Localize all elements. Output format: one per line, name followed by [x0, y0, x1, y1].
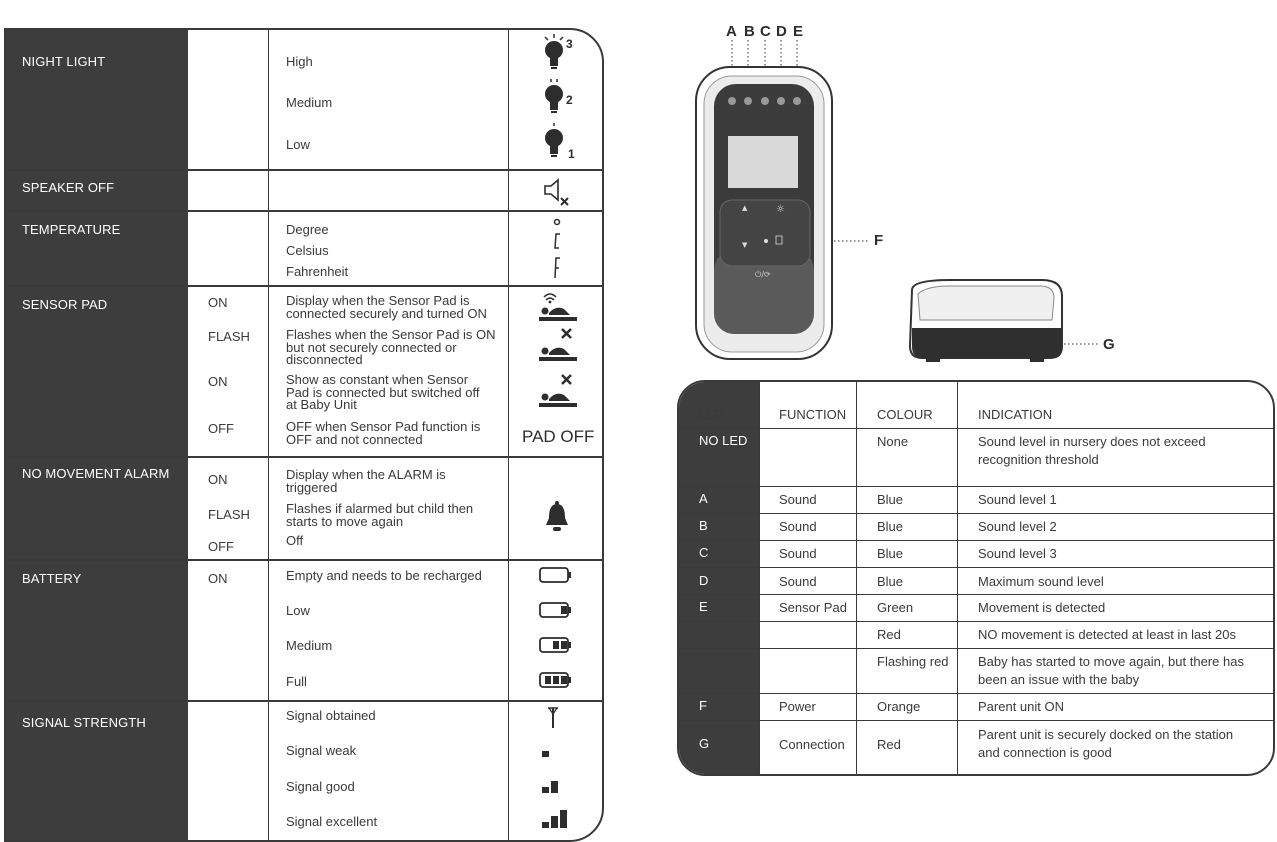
- svg-text:⏻/⟳: ⏻/⟳: [755, 270, 771, 279]
- signal-desc: Signal obtained: [286, 708, 376, 723]
- table-row: D Sound Blue Maximum sound level: [679, 567, 1273, 595]
- battery-row: [6, 561, 602, 702]
- temp-celsius: Celsius: [286, 243, 329, 258]
- state-label: ON: [208, 571, 228, 586]
- signal-bar: [560, 810, 567, 828]
- alarm-desc: Flashes if alarmed but child then starts to move again: [286, 501, 474, 529]
- signal-bar: [551, 816, 558, 828]
- header-led: LED: [699, 407, 725, 422]
- header-function: FUNCTION: [779, 407, 847, 422]
- sensor-desc: Display when the Sensor Pad is connected securely and turned ON: [286, 293, 487, 321]
- speaker-off-icon: [542, 176, 572, 206]
- degree-icon: [555, 220, 560, 225]
- led-indication-table: [677, 380, 1275, 776]
- battery-desc: Empty and needs to be recharged: [286, 568, 482, 583]
- callout-f: F: [874, 232, 884, 249]
- table-row: C Sound Blue Sound level 3: [679, 540, 1273, 568]
- alarm-desc: Display when the ALARM is triggered: [286, 467, 446, 495]
- night-light-medium: Medium: [286, 95, 333, 110]
- table-row: NO LED None Sound level in nursery does not exceed recognition threshold: [699, 433, 1206, 467]
- speaker-off-row: [6, 171, 602, 212]
- table-row: B Sound Blue Sound level 2: [679, 513, 1273, 541]
- signal-bar: [542, 751, 549, 757]
- led-letter-c: C: [760, 23, 771, 40]
- row-label: NIGHT LIGHT: [22, 54, 106, 69]
- celsius-icon: [555, 234, 560, 248]
- parent-unit-illustration: [690, 40, 1150, 370]
- battery-cell: [561, 606, 567, 614]
- signal-good-icon: [536, 774, 572, 794]
- led-letter-b: B: [744, 23, 755, 40]
- bulb-2-icon: [540, 76, 580, 120]
- state-label: FLASH: [208, 507, 250, 522]
- svg-text:3: 3: [566, 37, 573, 51]
- signal-weak-icon: [536, 738, 572, 758]
- battery-low-icon: [538, 601, 574, 619]
- sensor-desc: OFF when Sensor Pad function is OFF and not connected: [286, 419, 481, 447]
- callout-g: G: [1103, 336, 1115, 353]
- night-light-high: High: [286, 54, 313, 69]
- temperature-icons: [550, 218, 566, 282]
- sensor-pad-x-icon: [536, 327, 580, 365]
- battery-medium-icon: [538, 636, 574, 654]
- row-label: SENSOR PAD: [22, 297, 108, 312]
- signal-desc: Signal weak: [286, 743, 357, 758]
- sensor-desc: Show as constant when Sensor Pad is connected but switched off at Baby Unit: [286, 372, 480, 412]
- table-row: Flashing red Baby has started to move again, but there has been an issue with the baby: [679, 648, 1273, 694]
- row-label: NO MOVEMENT ALARM: [22, 466, 170, 481]
- bell-icon: [544, 500, 570, 534]
- fahrenheit-icon: [555, 258, 560, 278]
- sensor-pad-x-icon: [536, 373, 580, 411]
- state-label: FLASH: [208, 329, 250, 344]
- signal-bar: [542, 822, 549, 828]
- temp-fahrenheit: Fahrenheit: [286, 264, 349, 279]
- state-label: OFF: [208, 539, 234, 554]
- state-label: ON: [208, 295, 228, 310]
- night-light-row: [6, 30, 602, 171]
- battery-empty-icon: [538, 566, 574, 584]
- table-row: G Connection Red Parent unit is securely docked on the station and connection is good: [679, 720, 1273, 775]
- battery-cell: [553, 641, 559, 649]
- alarm-desc: Off: [286, 533, 304, 548]
- temp-degree: Degree: [286, 222, 329, 237]
- state-label: OFF: [208, 421, 234, 436]
- night-light-low: Low: [286, 137, 310, 152]
- row-label: BATTERY: [22, 571, 82, 586]
- table-row: Red NO movement is detected at least in last 20s: [679, 621, 1273, 649]
- header-indication: INDICATION: [978, 407, 1053, 422]
- battery-cell: [561, 641, 567, 649]
- pad-off-label: PAD OFF: [522, 427, 595, 446]
- no-movement-alarm-row: [6, 458, 602, 561]
- svg-text:☼: ☼: [776, 204, 785, 215]
- sensor-pad-wifi-icon: [536, 289, 580, 323]
- temperature-row: [6, 212, 602, 287]
- svg-text:1: 1: [568, 147, 575, 161]
- icon-legend-table: [4, 28, 604, 842]
- table-row: F Power Orange Parent unit ON: [679, 693, 1273, 721]
- state-label: ON: [208, 374, 228, 389]
- sensor-pad-row: [6, 287, 602, 458]
- battery-cell: [553, 676, 559, 684]
- antenna-icon: [546, 706, 560, 730]
- battery-desc: Low: [286, 603, 310, 618]
- led-letter-d: D: [776, 23, 787, 40]
- battery-cell: [561, 676, 567, 684]
- row-label: SIGNAL STRENGTH: [22, 715, 146, 730]
- row-label: TEMPERATURE: [22, 222, 121, 237]
- signal-strength-row: [6, 702, 602, 842]
- svg-text:▼: ▼: [742, 241, 748, 249]
- led-letter-a: A: [726, 23, 737, 40]
- signal-excellent-icon: [536, 809, 572, 829]
- bulb-3-icon: [540, 32, 580, 76]
- table-row: E Sensor Pad Green Movement is detected: [679, 594, 1273, 622]
- svg-text:▲: ▲: [742, 204, 748, 212]
- row-label: SPEAKER OFF: [22, 180, 115, 195]
- table-row: A Sound Blue Sound level 1: [679, 486, 1273, 514]
- svg-text:2: 2: [566, 93, 573, 107]
- bulb-1-icon: [540, 120, 580, 164]
- battery-full-icon: [538, 671, 574, 689]
- header-colour: COLOUR: [877, 407, 933, 422]
- battery-desc: Medium: [286, 638, 333, 653]
- signal-bar: [551, 781, 558, 793]
- battery-cell: [545, 676, 551, 684]
- led-letter-e: E: [793, 23, 804, 40]
- sensor-desc: Flashes when the Sensor Pad is ON but not securely connected or disconnected: [286, 327, 496, 367]
- state-label: ON: [208, 472, 228, 487]
- signal-desc: Signal excellent: [286, 814, 378, 829]
- signal-desc: Signal good: [286, 779, 355, 794]
- signal-bar: [542, 787, 549, 793]
- battery-desc: Full: [286, 674, 307, 689]
